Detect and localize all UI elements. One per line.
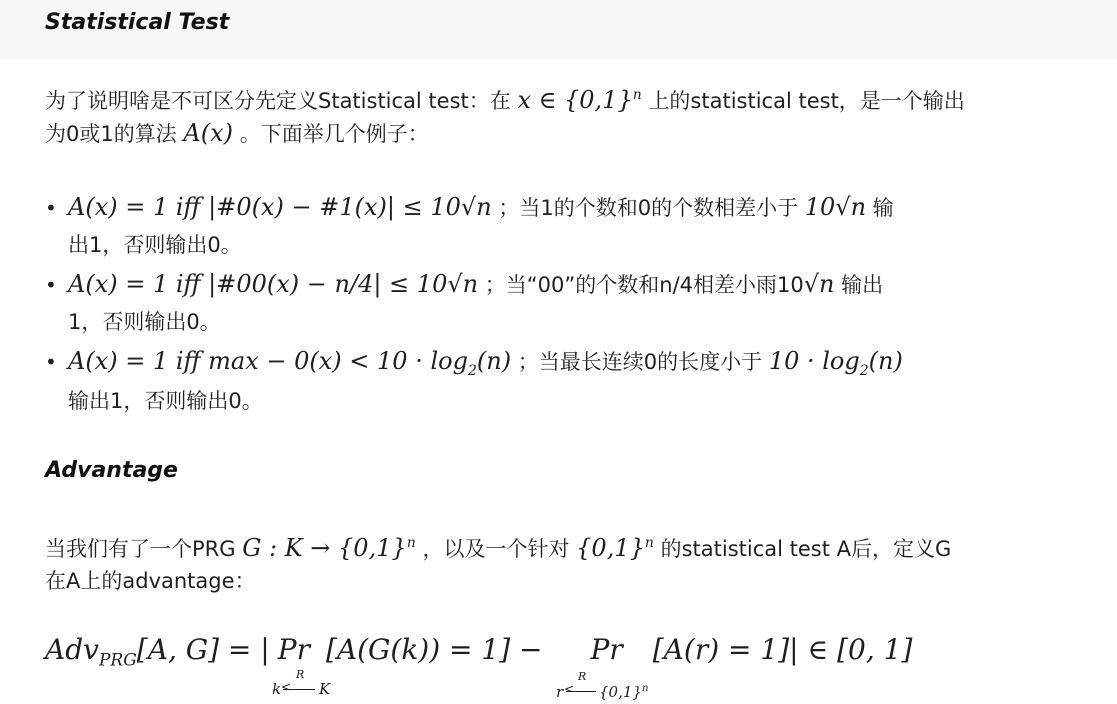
math-sup: n bbox=[632, 87, 642, 103]
adv-text: 当我们有了一个PRG bbox=[45, 537, 236, 561]
math-expr: x ∈ {0,1} bbox=[517, 86, 633, 114]
arrowhead-icon: < bbox=[564, 682, 575, 696]
formula-lhs: Adv bbox=[45, 633, 99, 666]
example-1-line-1 bbox=[68, 188, 894, 227]
formula-part: [A(r) = 1]| ∈ [0, 1] bbox=[652, 633, 913, 666]
example-3-line-2: 输出1，否则输出0。 bbox=[68, 389, 263, 413]
math-prg bbox=[242, 534, 416, 562]
bullet-icon: • bbox=[45, 273, 57, 297]
heading-statistical-test: Statistical Test bbox=[45, 10, 230, 35]
under-set bbox=[599, 683, 648, 701]
intro-text: 为0或1的算法 bbox=[45, 122, 177, 146]
example-text: 输出 bbox=[841, 273, 884, 297]
example-text: ；当最长连续0的长度小于 bbox=[517, 350, 763, 374]
arrow-label-r: R bbox=[578, 670, 587, 683]
example-text: ；当1的个数和0的个数相差小于 bbox=[498, 196, 799, 220]
math-part: (n) bbox=[476, 347, 512, 375]
math-expr bbox=[768, 347, 903, 379]
math-part: 10 · log bbox=[768, 347, 860, 375]
advantage-formula bbox=[45, 633, 912, 671]
arrow-label-r: R bbox=[296, 668, 305, 681]
math-sup: n bbox=[644, 535, 654, 551]
example-1-line-2: 出1，否则输出0。 bbox=[68, 233, 242, 257]
intro-line-2 bbox=[45, 115, 429, 153]
example-2-line-2: 1，否则输出0。 bbox=[68, 310, 221, 334]
bullet-icon: • bbox=[45, 196, 57, 220]
math-part: (n) bbox=[868, 347, 903, 375]
math-x-in-set bbox=[517, 86, 641, 114]
formula-sub: PRG bbox=[98, 650, 137, 671]
math-part: {0,1} bbox=[576, 534, 645, 562]
adv-text: 的statistical test A后，定义G bbox=[660, 537, 952, 561]
formula-part: [A(G(k)) = 1] − bbox=[325, 633, 543, 666]
intro-text: 上的statistical test，是一个输出 bbox=[648, 89, 965, 113]
math-expr: A(x) = 1 iff |#0(x) − #1(x)| ≤ 10√n bbox=[68, 193, 492, 221]
advantage-line-2: 在A上的advantage： bbox=[45, 569, 256, 593]
math-part: G : K → {0,1} bbox=[242, 534, 407, 562]
math-sub: 2 bbox=[859, 362, 869, 379]
advantage-line-1 bbox=[45, 525, 951, 568]
under-r: r bbox=[556, 683, 564, 701]
math-expr: 10√n bbox=[804, 193, 867, 221]
example-text: ；当“00”的个数和n/4相差小雨10 bbox=[484, 273, 804, 297]
adv-text: ，以及一个针对 bbox=[422, 537, 570, 561]
math-sup: n bbox=[406, 535, 416, 551]
under-K: K bbox=[319, 680, 331, 698]
arrowhead-icon: < bbox=[281, 680, 292, 694]
example-text: 输 bbox=[872, 196, 894, 220]
math-set bbox=[576, 534, 654, 562]
intro-text: 为了说明啥是不可区分先定义Statistical test：在 bbox=[45, 89, 511, 113]
formula-part: [A, G] = | bbox=[136, 633, 270, 666]
under-set-text: {0,1} bbox=[599, 683, 642, 701]
heading-advantage: Advantage bbox=[45, 458, 178, 483]
math-expr bbox=[68, 347, 512, 379]
intro-line-1 bbox=[45, 77, 965, 120]
bullet-icon: • bbox=[45, 350, 57, 374]
under-set-sup: n bbox=[641, 683, 649, 694]
intro-text: 。下面举几个例子： bbox=[239, 122, 429, 146]
math-part: A(x) = 1 iff max − 0(x) < 10 · log bbox=[68, 347, 468, 375]
formula-pr-1: Pr bbox=[277, 633, 310, 666]
math-sub: 2 bbox=[467, 362, 477, 379]
formula-pr-2: Pr bbox=[590, 633, 623, 666]
math-expr: A(x) = 1 iff |#00(x) − n/4| ≤ 10√n bbox=[68, 270, 479, 298]
example-2-line-1 bbox=[68, 265, 883, 304]
math-A-of-x: A(x) bbox=[183, 119, 234, 147]
math-expr: √n bbox=[803, 270, 835, 298]
under-k: k bbox=[272, 680, 282, 698]
